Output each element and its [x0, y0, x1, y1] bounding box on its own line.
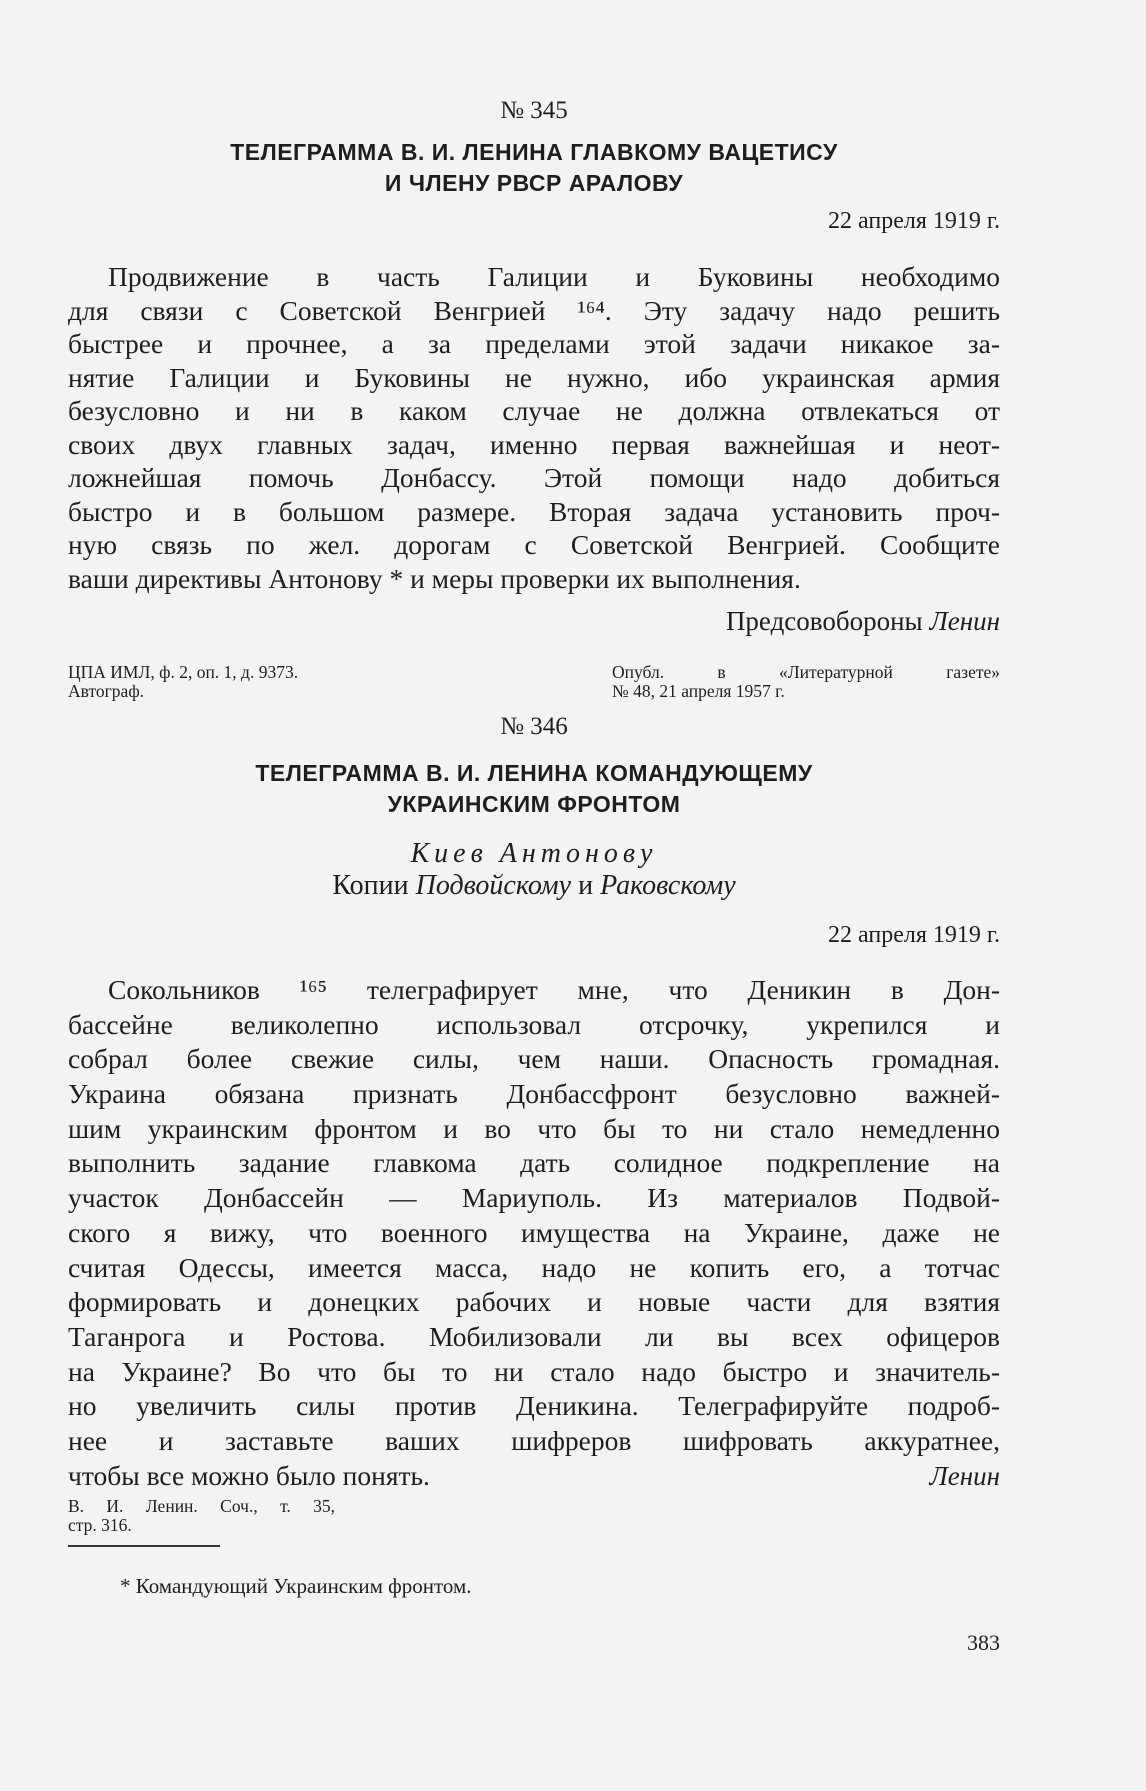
body-line: но увеличить силы против Деникина. Телеграфируйте подроб- — [68, 1390, 1000, 1422]
signature-title: Предсовобороны — [725, 606, 923, 636]
source-line: В. И. Ленин. Соч., т. 35, — [68, 1496, 336, 1516]
body-line: Продвижение в часть Галиции и Буковины необходимо — [108, 261, 1000, 292]
address-line: Киев Антонову — [410, 838, 658, 869]
doc1-date: 22 апреля 1919 г. — [828, 208, 1000, 234]
body-line: участок Донбассейн — Мариуполь. Из материалов Подвой- — [68, 1182, 1000, 1214]
body-line: собрал более свежие силы, чем наши. Опасность громадная. — [68, 1043, 1000, 1075]
doc1-source-right — [612, 663, 1000, 701]
body-line: Украина обязана признать Донбассфронт безусловно важней- — [68, 1078, 1000, 1110]
doc1-title — [68, 137, 1000, 199]
source-line: стр. 316. — [68, 1515, 132, 1535]
doc1-title-line: ТЕЛЕГРАММА В. И. ЛЕНИНА ГЛАВКОМУ ВАЦЕТИСУ — [230, 139, 838, 165]
doc1-signature — [68, 606, 1000, 637]
body-line: на Украине? Во что бы то ни стало надо быстро и значитель- — [68, 1355, 1000, 1387]
body-line: бассейне великолепно использовал отсрочку, укрепился и — [68, 1008, 1000, 1040]
doc2-source-left — [68, 1497, 335, 1535]
doc2-date: 22 апреля 1919 г. — [828, 922, 1000, 948]
doc2-title — [68, 758, 1000, 820]
doc1-number: № 345 — [500, 97, 568, 124]
body-line: быстро и в большом размере. Вторая задача установить проч- — [68, 495, 1000, 527]
copies-and: и — [578, 870, 594, 901]
doc1-source-left — [68, 663, 298, 701]
copies-line — [68, 870, 1000, 902]
source-line: Автограф. — [68, 681, 145, 701]
footnote: * Командующий Украинским фронтом. — [120, 1574, 472, 1598]
doc2-number: № 346 — [500, 713, 568, 740]
body-line: своих двух главных задач, именно первая важнейшая и неот- — [68, 428, 1000, 460]
body-line: быстрее и прочнее, а за пределами этой задачи никакое за- — [68, 328, 1000, 359]
body-line: ваши директивы Антонову * и меры проверки их выполнения. — [68, 562, 801, 594]
body-line: считая Одессы, имеется масса, надо не копить его, а тотчас — [68, 1251, 1000, 1283]
doc2-title-line: ТЕЛЕГРАММА В. И. ЛЕНИНА КОМАНДУЮЩЕМУ — [255, 760, 813, 786]
body-line: шим украинским фронтом и во что бы то ни стало немедленно — [68, 1112, 1000, 1144]
copies-label: Копии — [332, 870, 409, 901]
doc2-signature: Ленин — [929, 1461, 1000, 1491]
body-line: нее и заставьте ваших шифреров шифровать аккуратнее, — [68, 1424, 1000, 1456]
doc1-body — [68, 260, 1000, 595]
signature-name: Ленин — [929, 606, 1000, 636]
body-line: выполнить задание главкома дать солидное подкрепление на — [68, 1147, 1000, 1179]
body-line: для связи с Советской Венгрией ¹⁶⁴. Эту задачу надо решить — [68, 294, 1000, 326]
body-line: безусловно и ни в каком случае не должна отвлекаться от — [68, 395, 1000, 426]
doc2-title-line: УКРАИНСКИМ ФРОНТОМ — [387, 791, 681, 817]
source-line: ЦПА ИМЛ, ф. 2, оп. 1, д. 9373. — [68, 662, 299, 682]
doc1-title-line: И ЧЛЕНУ РВСР АРАЛОВУ — [384, 170, 684, 196]
body-line: ложнейшая помочь Донбассу. Этой помощи надо добиться — [68, 462, 1000, 493]
page-number: 383 — [967, 1630, 1000, 1655]
body-line: чтобы все можно было понять. — [68, 1459, 430, 1491]
body-line: нятие Галиции и Буковины не нужно, ибо украинская армия — [68, 361, 1000, 393]
body-line: Сокольников ¹⁶⁵ телеграфирует мне, что Деникин в Дон- — [108, 974, 1000, 1005]
doc2-body — [68, 973, 1000, 1493]
footnote-divider — [68, 1545, 220, 1547]
body-line: Таганрога и Ростова. Мобилизовали ли вы всех офицеров — [68, 1320, 1000, 1352]
body-line: ского я вижу, что военного имущества на Украине, даже не — [68, 1216, 1000, 1248]
copies-recipient: Раковскому — [600, 870, 736, 901]
source-line: № 48, 21 апреля 1957 г. — [612, 681, 785, 701]
body-line: ную связь по жел. дорогам с Советской Венгрией. Сообщите — [68, 529, 1000, 560]
doc2-address — [68, 838, 1000, 902]
source-line: Опубл. в «Литературной газете» — [612, 662, 1000, 682]
copies-recipient: Подвойскому — [415, 870, 572, 901]
body-line: формировать и донецких рабочих и новые части для взятия — [68, 1286, 1000, 1318]
